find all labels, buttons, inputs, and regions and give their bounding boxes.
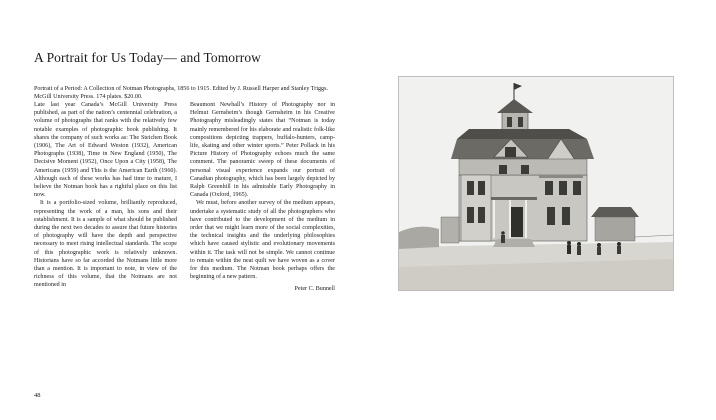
page-number: 48 — [34, 392, 41, 399]
text-column-left — [34, 101, 177, 290]
paragraph: Late last year Canada’s McGill University Press published, as part of the nation’s centennial celebration, a volume of photographs that ranks with the relatively few notable examples of photographic book publishing. It shares the company of such works as: The Steichen Book (1906), The Art of Edward Weston (1932), American Photographs (1938), Time in New England (1950), The Decisive Moment (1952), Once Upon a City (1958), The Americans (1959) and This is the American Earth (1960). Although each of these works has had time to mature, I believe the Notman book has a rightful place on this list now. — [34, 102, 177, 199]
paragraph: Beaumont Newhall’s History of Photography nor in Helmut Gernsheim’s though Gernsheim in his Creative Photography misleadingly states that “Notman is today mainly remembered for his elaborate and realistic folk-like compositions depicting trappers, buffalo-hunters, camp-life, skating and other winter sports.” Peter Pollack in his Picture History of Photography echoes much the same comment. The panoramic sweep of these documents of personal visual experience expands our portrait of Canadian photography, which has been largely depicted by Ralph Greenhill in his admirable Early Photography in Canada (Oxford, 1965). — [190, 102, 335, 199]
text-column-right — [190, 101, 335, 294]
article-title: A Portrait for Us Today— and Tomorrow — [34, 50, 262, 65]
author-signature: Peter C. Bunnell — [294, 286, 335, 293]
paragraph: It is a portfolio-sized volume, brilliantly reproduced, representing the work of a man, his sons and their establishment. It is a sample of what should be published during the next two decades to assure that future histories of photography will have the depth and perspective necessary to meet rising intellectual standards. The scope of this photographic work is relatively unknown. Historians have so far accorded the Notmans little more than a mention. It is important to note, in view of the richness of this volume, that the Notmans are not mentioned in — [34, 200, 177, 289]
victorian-house-photo-icon — [398, 76, 674, 291]
paragraph: We must, before another survey of the medium appears, undertake a systematic study of all the photographers who have contributed to the development of the medium in order that we might learn more of the social complexities, the technical insights and the underlying philosophies which have caused stylistic and evolutionary movements within it. The task will not be simple. We cannot continue to remain within the neat quilt we have woven as a cover for this medium. The Notman book perhaps offers the beginning of a new pattern. — [190, 200, 335, 281]
book-citation: Portrait of a Period: A Collection of Notman Photographs, 1856 to 1915. Edited by J. Russell Harper and Stanley Triggs. McGill University Press. 174 plates. $20.00. — [34, 86, 329, 101]
